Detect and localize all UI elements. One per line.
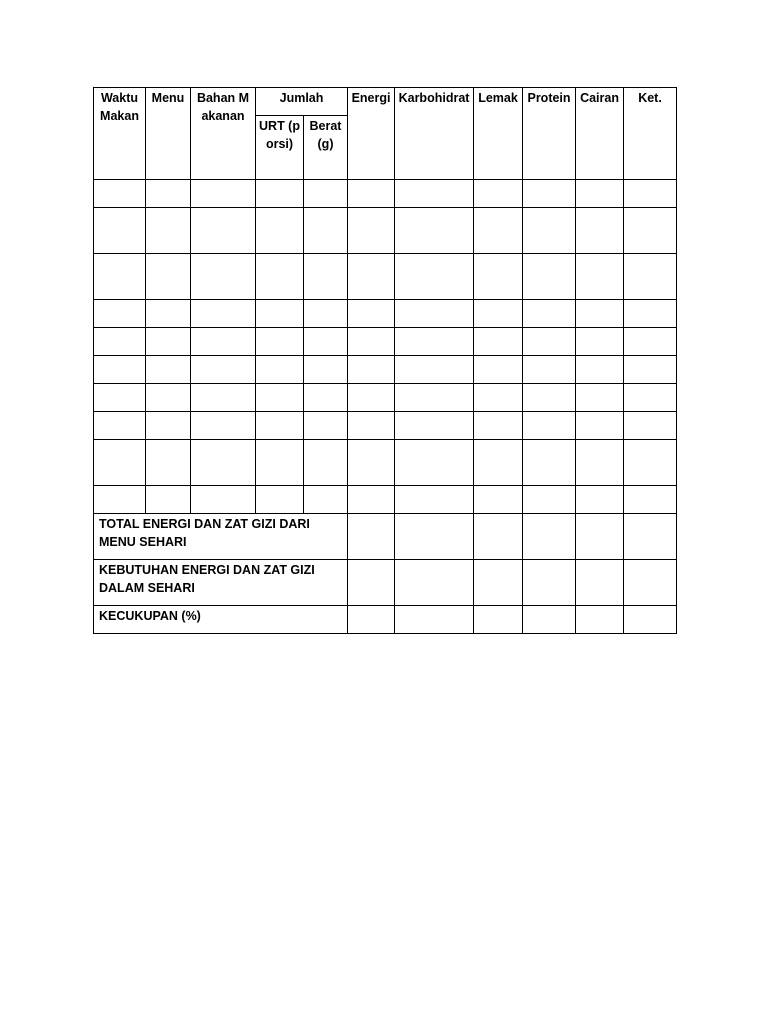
header-protein: Protein — [523, 88, 576, 180]
summary-cell-ket[interactable] — [624, 514, 677, 560]
table-row — [94, 328, 677, 356]
cell-waktu-makan[interactable] — [94, 440, 146, 486]
cell-energi[interactable] — [348, 356, 395, 384]
header-berat: Berat (g) — [304, 116, 348, 180]
cell-waktu-makan[interactable] — [94, 300, 146, 328]
cell-bahan-makanan[interactable] — [191, 356, 256, 384]
cell-energi[interactable] — [348, 180, 395, 208]
cell-karbohidrat[interactable] — [395, 440, 474, 486]
cell-energi[interactable] — [348, 254, 395, 300]
cell-protein[interactable] — [523, 440, 576, 486]
cell-karbohidrat[interactable] — [395, 180, 474, 208]
summary-cell-ket[interactable] — [624, 560, 677, 606]
cell-bahan-makanan[interactable] — [191, 180, 256, 208]
cell-urt[interactable] — [256, 356, 304, 384]
summary-cell-cairan[interactable] — [576, 606, 624, 634]
cell-protein[interactable] — [523, 384, 576, 412]
cell-cairan[interactable] — [576, 180, 624, 208]
table-row — [94, 300, 677, 328]
cell-lemak[interactable] — [474, 208, 523, 254]
cell-cairan[interactable] — [576, 356, 624, 384]
summary-label: KECUKUPAN (%) — [94, 606, 348, 634]
cell-urt[interactable] — [256, 254, 304, 300]
cell-menu[interactable] — [146, 254, 191, 300]
cell-berat[interactable] — [304, 412, 348, 440]
cell-protein[interactable] — [523, 486, 576, 514]
cell-waktu-makan[interactable] — [94, 208, 146, 254]
summary-cell-energi[interactable] — [348, 606, 395, 634]
table-row — [94, 254, 677, 300]
summary-cell-cairan[interactable] — [576, 560, 624, 606]
cell-menu[interactable] — [146, 412, 191, 440]
cell-urt[interactable] — [256, 384, 304, 412]
header-energi: Energi — [348, 88, 395, 180]
cell-protein[interactable] — [523, 300, 576, 328]
cell-cairan[interactable] — [576, 300, 624, 328]
cell-lemak[interactable] — [474, 356, 523, 384]
table-row — [94, 208, 677, 254]
cell-karbohidrat[interactable] — [395, 208, 474, 254]
header-row — [94, 88, 677, 116]
summary-cell-ket[interactable] — [624, 606, 677, 634]
cell-lemak[interactable] — [474, 254, 523, 300]
summary-cell-lemak[interactable] — [474, 514, 523, 560]
table-row — [94, 180, 677, 208]
cell-berat[interactable] — [304, 254, 348, 300]
cell-bahan-makanan[interactable] — [191, 384, 256, 412]
cell-energi[interactable] — [348, 328, 395, 356]
cell-ket[interactable] — [624, 486, 677, 514]
cell-energi[interactable] — [348, 208, 395, 254]
cell-protein[interactable] — [523, 208, 576, 254]
cell-cairan[interactable] — [576, 208, 624, 254]
header-lemak: Lemak — [474, 88, 523, 180]
cell-cairan[interactable] — [576, 440, 624, 486]
header-jumlah: Jumlah — [256, 88, 348, 116]
cell-protein[interactable] — [523, 412, 576, 440]
cell-waktu-makan[interactable] — [94, 486, 146, 514]
cell-ket[interactable] — [624, 208, 677, 254]
cell-energi[interactable] — [348, 440, 395, 486]
cell-protein[interactable] — [523, 328, 576, 356]
cell-protein[interactable] — [523, 254, 576, 300]
table-row — [94, 440, 677, 486]
cell-energi[interactable] — [348, 486, 395, 514]
cell-menu[interactable] — [146, 300, 191, 328]
summary-cell-protein[interactable] — [523, 560, 576, 606]
table-row — [94, 384, 677, 412]
summary-row — [94, 606, 677, 634]
cell-urt[interactable] — [256, 486, 304, 514]
cell-cairan[interactable] — [576, 328, 624, 356]
cell-ket[interactable] — [624, 412, 677, 440]
cell-berat[interactable] — [304, 486, 348, 514]
summary-cell-karbohidrat[interactable] — [395, 606, 474, 634]
cell-urt[interactable] — [256, 180, 304, 208]
cell-bahan-makanan[interactable] — [191, 328, 256, 356]
cell-menu[interactable] — [146, 440, 191, 486]
summary-cell-karbohidrat[interactable] — [395, 560, 474, 606]
cell-karbohidrat[interactable] — [395, 254, 474, 300]
cell-berat[interactable] — [304, 300, 348, 328]
cell-menu[interactable] — [146, 328, 191, 356]
summary-cell-cairan[interactable] — [576, 514, 624, 560]
cell-energi[interactable] — [348, 384, 395, 412]
cell-berat[interactable] — [304, 440, 348, 486]
cell-protein[interactable] — [523, 356, 576, 384]
cell-waktu-makan[interactable] — [94, 254, 146, 300]
cell-energi[interactable] — [348, 300, 395, 328]
cell-cairan[interactable] — [576, 486, 624, 514]
cell-waktu-makan[interactable] — [94, 180, 146, 208]
cell-ket[interactable] — [624, 328, 677, 356]
table-row — [94, 486, 677, 514]
cell-lemak[interactable] — [474, 412, 523, 440]
cell-lemak[interactable] — [474, 328, 523, 356]
cell-cairan[interactable] — [576, 412, 624, 440]
summary-row — [94, 560, 677, 606]
cell-urt[interactable] — [256, 440, 304, 486]
header-urt: URT (porsi) — [256, 116, 304, 180]
header-ket: Ket. — [624, 88, 677, 180]
cell-lemak[interactable] — [474, 440, 523, 486]
cell-ket[interactable] — [624, 356, 677, 384]
cell-karbohidrat[interactable] — [395, 328, 474, 356]
cell-urt[interactable] — [256, 328, 304, 356]
table-row — [94, 356, 677, 384]
cell-urt[interactable] — [256, 208, 304, 254]
cell-protein[interactable] — [523, 180, 576, 208]
cell-berat[interactable] — [304, 208, 348, 254]
cell-waktu-makan[interactable] — [94, 328, 146, 356]
summary-cell-karbohidrat[interactable] — [395, 514, 474, 560]
cell-karbohidrat[interactable] — [395, 486, 474, 514]
cell-menu[interactable] — [146, 356, 191, 384]
cell-bahan-makanan[interactable] — [191, 208, 256, 254]
cell-berat[interactable] — [304, 180, 348, 208]
cell-bahan-makanan[interactable] — [191, 486, 256, 514]
summary-cell-lemak[interactable] — [474, 606, 523, 634]
food-intake-table — [93, 87, 677, 634]
cell-bahan-makanan[interactable] — [191, 254, 256, 300]
cell-lemak[interactable] — [474, 384, 523, 412]
cell-cairan[interactable] — [576, 384, 624, 412]
summary-row — [94, 514, 677, 560]
cell-karbohidrat[interactable] — [395, 412, 474, 440]
cell-urt[interactable] — [256, 412, 304, 440]
summary-cell-energi[interactable] — [348, 560, 395, 606]
cell-urt[interactable] — [256, 300, 304, 328]
summary-label: KEBUTUHAN ENERGI DAN ZAT GIZI DALAM SEHARI — [94, 560, 348, 606]
cell-ket[interactable] — [624, 440, 677, 486]
cell-lemak[interactable] — [474, 486, 523, 514]
cell-menu[interactable] — [146, 180, 191, 208]
summary-cell-protein[interactable] — [523, 514, 576, 560]
cell-karbohidrat[interactable] — [395, 300, 474, 328]
cell-ket[interactable] — [624, 254, 677, 300]
cell-waktu-makan[interactable] — [94, 384, 146, 412]
cell-berat[interactable] — [304, 356, 348, 384]
header-waktu-makan: Waktu Makan — [94, 88, 146, 180]
cell-ket[interactable] — [624, 180, 677, 208]
table-body — [94, 180, 677, 634]
cell-waktu-makan[interactable] — [94, 412, 146, 440]
summary-label: TOTAL ENERGI DAN ZAT GIZI DARI MENU SEHARI — [94, 514, 348, 560]
cell-ket[interactable] — [624, 384, 677, 412]
header-menu: Menu — [146, 88, 191, 180]
cell-menu[interactable] — [146, 486, 191, 514]
summary-cell-protein[interactable] — [523, 606, 576, 634]
header-karbohidrat: Karbohidrat — [395, 88, 474, 180]
cell-bahan-makanan[interactable] — [191, 440, 256, 486]
cell-bahan-makanan[interactable] — [191, 300, 256, 328]
cell-berat[interactable] — [304, 328, 348, 356]
cell-karbohidrat[interactable] — [395, 356, 474, 384]
cell-menu[interactable] — [146, 384, 191, 412]
cell-ket[interactable] — [624, 300, 677, 328]
summary-cell-energi[interactable] — [348, 514, 395, 560]
summary-cell-lemak[interactable] — [474, 560, 523, 606]
table-row — [94, 412, 677, 440]
cell-karbohidrat[interactable] — [395, 384, 474, 412]
cell-cairan[interactable] — [576, 254, 624, 300]
cell-bahan-makanan[interactable] — [191, 412, 256, 440]
cell-menu[interactable] — [146, 208, 191, 254]
cell-waktu-makan[interactable] — [94, 356, 146, 384]
header-bahan-makanan: Bahan Makanan — [191, 88, 256, 180]
cell-berat[interactable] — [304, 384, 348, 412]
cell-lemak[interactable] — [474, 300, 523, 328]
cell-energi[interactable] — [348, 412, 395, 440]
header-cairan: Cairan — [576, 88, 624, 180]
cell-lemak[interactable] — [474, 180, 523, 208]
